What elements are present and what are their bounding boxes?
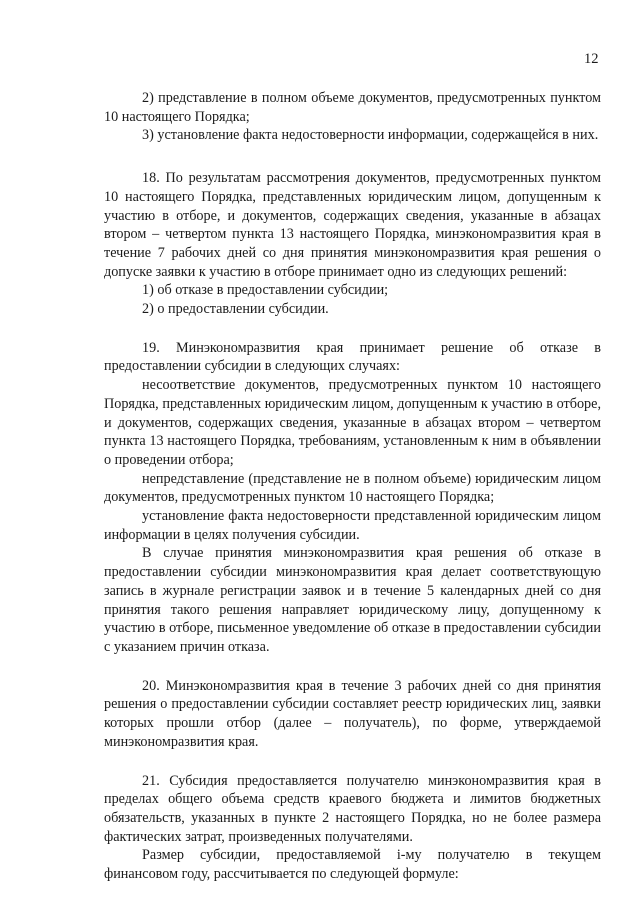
paragraph-20: 20. Минэкономразвития края в течение 3 рабочих дней со дня принятия решения о предоставлении субсидии составляет реестр юридических лиц, заявки которых прошли отбор (далее – получатель), по форме, утверждаемой минэкономразвития края. — [104, 677, 601, 750]
paragraph-19-notice: В случае принятия минэкономразвития края решения об отказе в предоставлении субсидии минэкономразвития края делает соответствующую запись в журнале регистрации заявок и в течение 5 календарных дней со дня принятия такого решения направляет юридическому лицу, допущенному к участию в отборе, письменное уведомление об отказе в предоставлении субсидии с указанием причин отказа. — [104, 545, 601, 655]
section-spacer — [104, 319, 601, 339]
paragraph-19-case-1: несоответствие документов, предусмотренных пунктом 10 настоящего Порядка, представленных юридическим лицом, допущенным к участию в отборе, и документов, содержащих сведения, указанные в абзацах втором – четвертом пункта 13 настоящего Порядка, требованиям, установленным к ним в объявлении о проведении отбора; — [104, 377, 601, 468]
section-spacer — [104, 145, 601, 169]
paragraph-18: 18. По результатам рассмотрения документов, предусмотренных пунктом 10 настоящего Порядка, представленных юридическим лицом, допущенным к участию в отборе, и документов, содержащих сведения, указанные в абзацах втором – четвертом пункта 13 настоящего Порядка, минэкономразвития края в течение 7 рабочих дней со дня принятия минэкономразвития края решения о допуске заявки к участию в отборе принимает одно из следующих решений: — [104, 170, 601, 280]
paragraph-19: 19. Минэкономразвития края принимает решение об отказе в предоставлении субсидии в следующих случаях: — [104, 339, 601, 375]
paragraph-19-case-2: непредставление (представление не в полном объеме) юридическим лицом документов, предусмотренных пунктом 10 настоящего Порядка; — [104, 470, 601, 506]
paragraph-item-2: 2) представление в полном объеме документов, предусмотренных пунктом 10 настоящего Порядка; — [104, 90, 601, 125]
paragraph-18-option-2: 2) о предоставлении субсидии. — [142, 301, 329, 318]
paragraph-21: 21. Субсидия предоставляется получателю минэкономразвития края в пределах общего объема средств краевого бюджета и лимитов бюджетных обязательств, указанных в пункте 2 настоящего Порядка, но не более размера фактических затрат, произведенных получателями. — [104, 772, 601, 845]
paragraph-item-3: 3) установление факта недостоверности информации, содержащейся в них. — [142, 127, 599, 144]
page-number: 12 — [584, 51, 599, 67]
paragraph-21-formula-intro: Размер субсидии, предоставляемой i-му получателю в текущем финансовом году, рассчитывается по следующей формуле: — [104, 847, 601, 883]
paragraph-19-case-3: установление факта недостоверности представленной юридическим лицом информации в целях получения субсидии. — [104, 508, 601, 543]
section-spacer — [104, 657, 601, 677]
document-body — [104, 89, 601, 884]
section-spacer — [104, 752, 601, 772]
paragraph-18-option-1: 1) об отказе в предоставлении субсидии; — [142, 282, 389, 299]
